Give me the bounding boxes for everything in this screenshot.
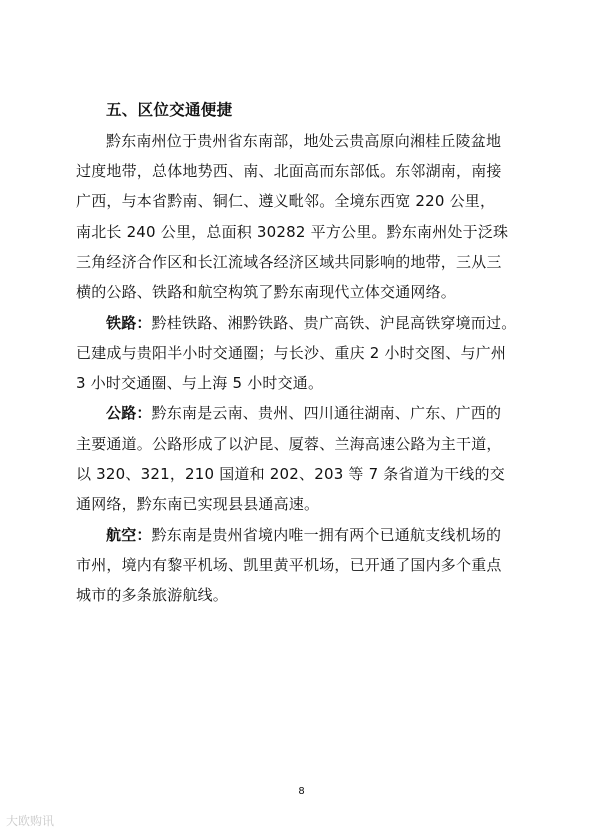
body-line: 横的公路、铁路和航空构筑了黔东南现代立体交通网络。 [76,283,457,301]
section-heading: 五、区位交通便捷 [106,101,233,119]
body-line: 黔东南州位于贵州省东南部，地处云贵高原向湘桂丘陵盆地 [106,132,502,150]
body-line: 主要通道。公路形成了以沪昆、厦蓉、兰海高速公路为主干道， [76,435,502,453]
highway-text: 黔东南是云南、贵州、四川通往湖南、广东、广西的 [151,404,502,422]
body-line: 过度地带，总体地势西、南、北面高而东部低。东邻湖南，南接 [76,162,502,180]
body-line: 南北长 240 公里，总面积 30282 平方公里。黔东南州处于泛珠 [76,223,509,241]
aviation-text: 黔东南是贵州省境内唯一拥有两个已通航支线机场的 [151,526,502,544]
highway-paragraph-start [106,402,501,423]
body-line: 已建成与贵阳半小时交通圈；与长沙、重庆 2 小时交图、与广州 [76,344,507,362]
body-line: 城市的多条旅游航线。 [76,586,229,604]
railway-label: 铁路： [106,314,152,332]
body-line: 3 小时交通圈、与上海 5 小时交通。 [76,374,324,392]
railway-paragraph-start [106,312,516,333]
aviation-label: 航空： [106,526,152,544]
body-line: 广西，与本省黔南、铜仁、遵义毗邻。全境东西宽 220 公里， [76,192,496,210]
railway-text: 黔桂铁路、湘黔铁路、贵广高铁、沪昆高铁穿境而过。 [151,314,517,332]
body-line: 通网络，黔东南已实现县县通高速。 [76,495,320,513]
body-line: 市州，境内有黎平机场、凯里黄平机场，已开通了国内多个重点 [76,556,502,574]
page-number: 8 [298,786,305,797]
aviation-paragraph-start [106,524,501,545]
body-line: 三角经济合作区和长江流域各经济区域共同影响的地带，三从三 [76,253,502,271]
body-line: 以 320、321，210 国道和 202、203 等 7 条省道为干线的交 [76,465,505,483]
highway-label: 公路： [106,404,152,422]
watermark: 大欧购讯 [6,814,55,828]
